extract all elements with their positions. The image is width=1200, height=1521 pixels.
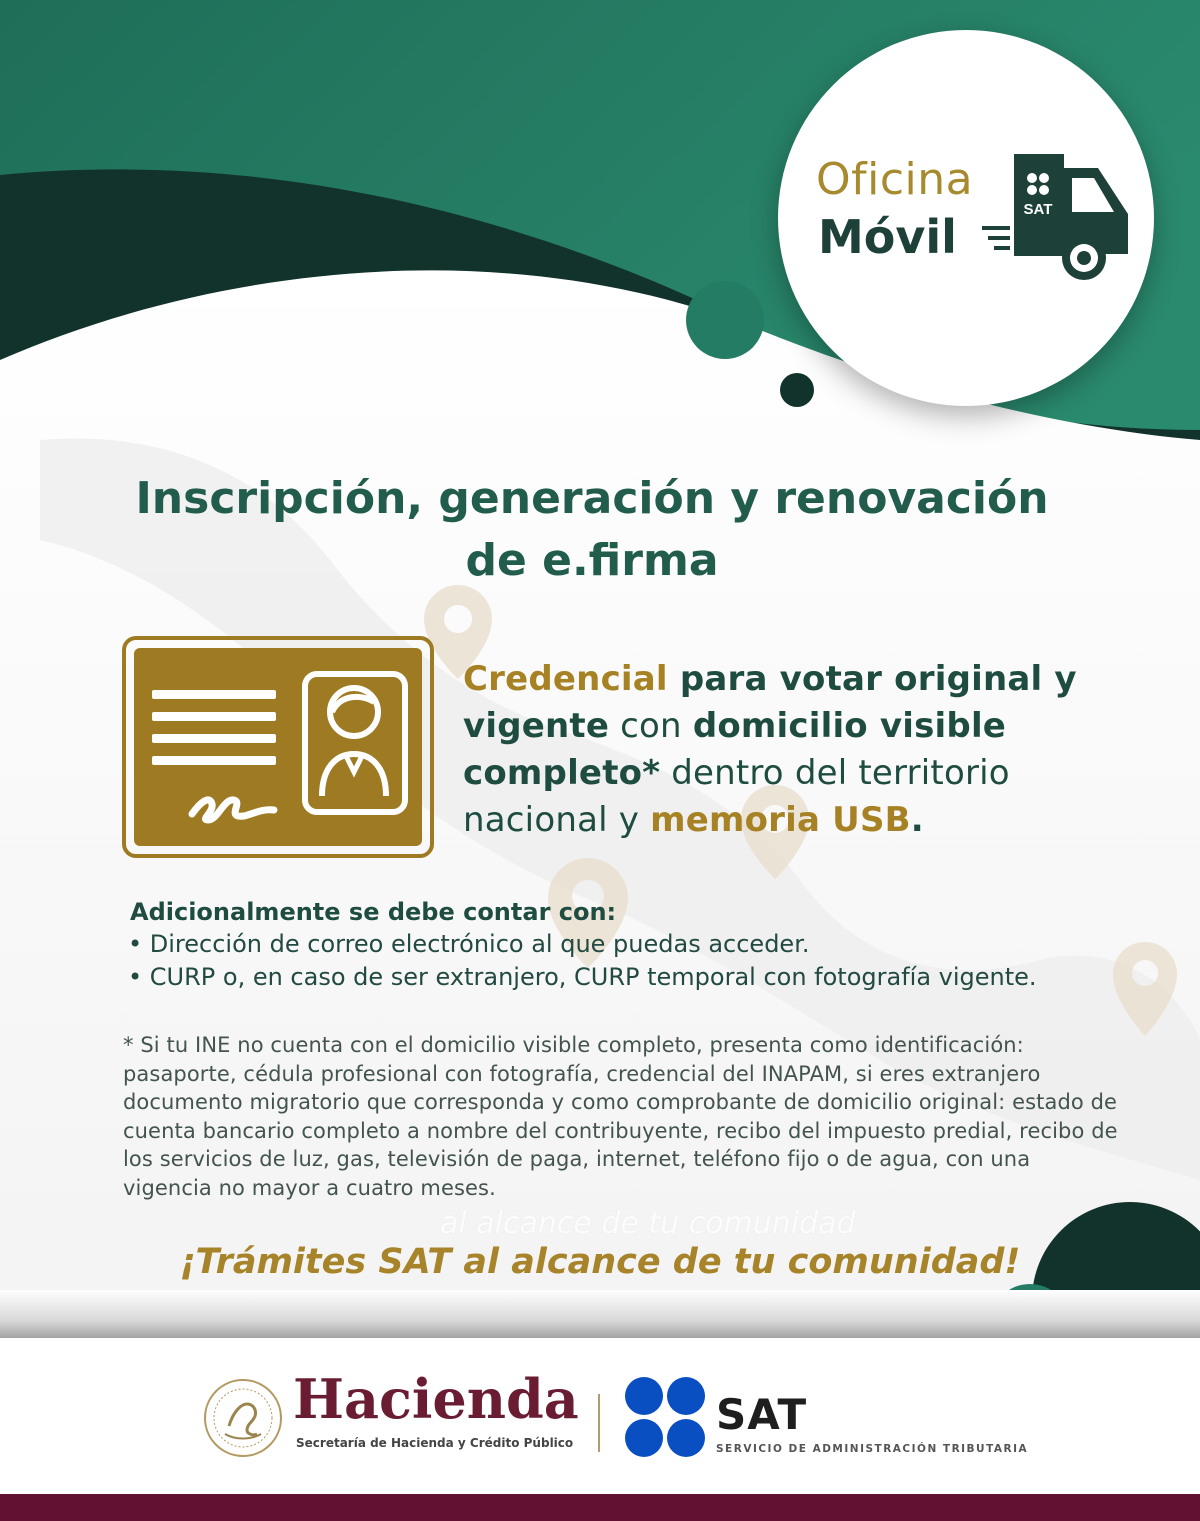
title-line-1: Inscripción, generación y renovación: [135, 473, 1049, 524]
page-title: [60, 468, 1124, 592]
hacienda-subtitle: Secretaría de Hacienda y Crédito Público: [296, 1436, 574, 1450]
footer-bar: [0, 1494, 1200, 1521]
footnote: * Si tu INE no cuenta con el domicilio visible completo, presenta como identificación: pasaporte, cédula profesional con fotografía, credencial del INAPAM, si eres extranjero documento migratorio que corresponda y como comprobante de domicilio original: estado de cuenta bancario completo a nombre del contribuyente, recibo del impuesto predial, recibo de los servicios de luz, gas, televisión de paga, internet, teléfono fijo o de agua, con una vigencia no mayor a cuatro meses.: [123, 1033, 1118, 1200]
footer-divider: [598, 1394, 600, 1452]
list-item: • Dirección de correo electrónico al que puedas acceder.: [128, 930, 810, 958]
sat-subtitle: SERVICIO DE ADMINISTRACIÓN TRIBUTARIA: [716, 1443, 1029, 1455]
truck-sat-badge: SAT: [1023, 201, 1053, 218]
req-memoria-usb: memoria USB: [650, 800, 911, 840]
main-requirement: Credencial para votar original y vigente con domicilio visible completo* dentro del territorio nacional y memoria USB.: [463, 659, 1077, 840]
mexico-seal-icon: [203, 1378, 283, 1458]
additional-heading: Adicionalmente se debe contar con:: [130, 898, 617, 926]
sat-logo-icon: [624, 1376, 706, 1458]
logo-oficina-text: Oficina: [816, 154, 974, 205]
title-line-2: de e.firma: [465, 535, 719, 586]
truck-icon: [980, 150, 1132, 282]
ghost-slogan-text: al alcance de tu comunidad: [440, 1206, 856, 1241]
footer-shadow-strip: [0, 1290, 1200, 1340]
additional-list: [128, 928, 1037, 994]
footer: [0, 1338, 1200, 1496]
hacienda-logo-text: Hacienda: [293, 1367, 579, 1431]
req-credencial: Credencial: [463, 659, 668, 699]
slogan: ¡Trámites SAT al alcance de tu comunidad!: [179, 1242, 1021, 1282]
list-item: • CURP o, en caso de ser extranjero, CURP temporal con fotografía vigente.: [128, 963, 1037, 991]
logo-movil-text: Móvil: [818, 210, 957, 264]
sat-logo-text: SAT: [716, 1390, 808, 1439]
id-card-icon: [122, 636, 434, 858]
